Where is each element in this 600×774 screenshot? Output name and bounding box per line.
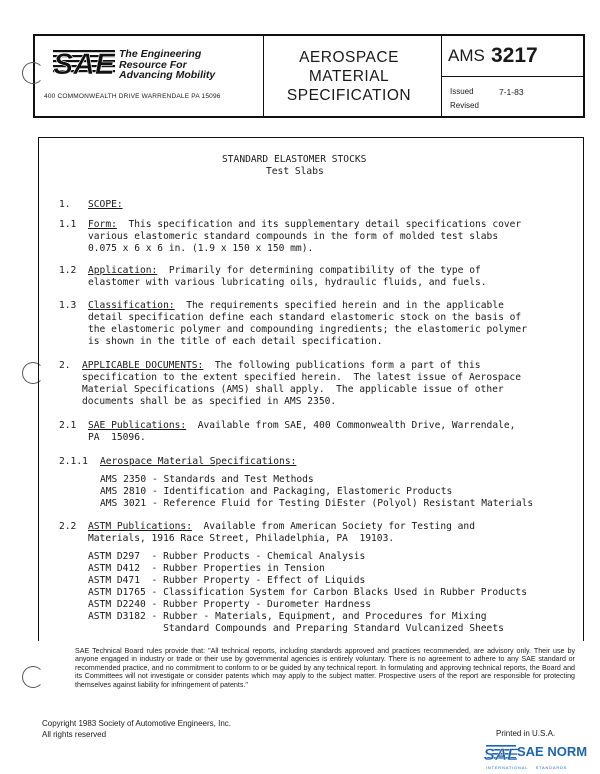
text-line: various elastomeric standard compounds in the form of molded test slabs — [88, 231, 499, 242]
section-paragraph — [88, 521, 475, 533]
text-line: The requirements specified herein and in the applicable — [174, 300, 504, 311]
list-item: AMS 2350 - Standards and Test Methods — [100, 474, 314, 485]
sae-norm-watermark — [483, 741, 593, 771]
spec-title — [263, 48, 441, 105]
section-number: 1.1 — [59, 219, 77, 230]
document-body — [38, 137, 584, 641]
issued-label: Issued — [450, 87, 474, 96]
list-item: ASTM D297 - Rubber Products - Chemical Analysis — [88, 551, 366, 562]
svg-text:SAE: SAE — [483, 745, 519, 764]
section-paragraph — [88, 420, 515, 432]
text-line: Available from American Society for Testing and — [191, 521, 475, 532]
text-line: The following publications form a part of this — [203, 360, 481, 371]
list-item: ASTM D3182 - Rubber - Materials, Equipment, and Procedures for Mixing — [88, 611, 487, 622]
document-title: STANDARD ELASTOMER STOCKS — [222, 154, 367, 165]
text-line: is shown in the title of each detail specification. — [88, 336, 383, 347]
list-item: ASTM D471 - Rubber Property - Effect of Liquids — [88, 575, 366, 586]
section-heading: ASTM Publications: — [88, 521, 192, 532]
sae-tagline — [119, 49, 215, 81]
list-item: ASTM D1765 - Classification System for Carbon Blacks Used in Rubber Products — [88, 587, 527, 598]
text-line: documents shall be as specified in AMS 2350. — [82, 396, 337, 407]
sae-address: 400 COMMONWEALTH DRIVE WARRENDALE PA 15096 — [44, 93, 221, 100]
section-number: 2.2 — [59, 521, 77, 532]
spec-type — [263, 36, 442, 116]
section-number: 2.1.1 — [59, 456, 88, 467]
revised-label: Revised — [450, 101, 479, 110]
document-header — [33, 34, 585, 118]
issued-date: 7-1-83 — [499, 87, 524, 97]
section-paragraph — [88, 219, 521, 231]
list-item: ASTM D2240 - Rubber Property - Durometer Hardness — [88, 599, 372, 610]
list-item: AMS 3021 - Reference Fluid for Testing DiEster (Polyol) Resistant Materials — [100, 498, 534, 509]
text-line: detail specification define each standard elastomeric stock on the basis of — [88, 312, 522, 323]
section-heading: Application: — [88, 265, 158, 276]
sae-disclaimer: SAE Technical Board rules provide that: "All technical reports, including standards approved and practices recommended, are advisory only. Their use by anyone engaged in industry or trade or their use by governmental agencies is entirely voluntary. There is no agreement to adhere to any SAE standard or recommended practice, and no commitment to conform to or be guided by any technical report. In formulating and approving technical reports, the Board and its Committees will not investigate or consider patents which may apply to the subject matter. Prospective users of the report are responsible for protecting themselves against liability for infringement of patents." — [75, 647, 575, 689]
text-line: PA 15096. — [88, 432, 146, 443]
punch-hole-icon — [22, 666, 44, 688]
text-line: Materials, 1916 Race Street, Philadelphia, PA 19103. — [88, 533, 395, 544]
text-line: Material Specifications (AMS) shall apply. The applicable issue of other — [82, 384, 504, 395]
tagline-line: Advancing Mobility — [119, 69, 216, 81]
section-number: 2. — [59, 360, 71, 371]
section-paragraph — [88, 265, 481, 277]
section-heading: SAE Publications: — [88, 420, 187, 431]
list-item: Standard Compounds and Preparing Standard Vulcanized Sheets — [88, 623, 504, 634]
sae-logo-icon — [53, 47, 115, 79]
section-number: 1. — [59, 199, 71, 210]
section-heading: Aerospace Material Specifications: — [100, 456, 297, 467]
text-line: the elastomeric polymer and compounding ingredients; the elastomeric polymer — [88, 324, 527, 335]
document-subtitle: Test Slabs — [266, 166, 324, 177]
text-line: Available from SAE, 400 Commonwealth Drive, Warrendale, — [186, 420, 516, 431]
text-line: 0.075 x 6 x 6 in. (1.9 x 150 x 150 mm). — [88, 243, 314, 254]
tagline-line: Resource For — [119, 58, 187, 71]
text-line: specification to the extent specified herein. The latest issue of Aerospace — [82, 372, 521, 383]
spec-title-line: AEROSPACE — [299, 49, 399, 66]
sae-norm-logo-icon — [483, 742, 519, 764]
watermark-subtext: INTERNATIONAL STANDARDS — [486, 765, 568, 770]
text-line: elastomer with various lubricating oils, hydraulic fluids, and fuels. — [88, 277, 487, 288]
list-item: ASTM D412 - Rubber Properties in Tension — [88, 563, 325, 574]
printed-in: Printed in U.S.A. — [496, 729, 556, 738]
section-heading: SCOPE: — [88, 199, 123, 210]
section-number: 2.1 — [59, 420, 77, 431]
sae-branding — [35, 36, 264, 116]
section-heading: Form: — [88, 219, 117, 230]
ams-label: AMS — [448, 46, 485, 65]
ams-number: 3217 — [491, 44, 538, 67]
copyright: Copyright 1983 Society of Automotive Engineers, Inc. — [42, 719, 231, 728]
section-heading: APPLICABLE DOCUMENTS: — [82, 360, 204, 371]
tagline-line: The Engineering — [119, 48, 202, 60]
spec-identity — [441, 36, 583, 116]
watermark-text: SAE NORM — [517, 744, 588, 759]
section-heading: Classification: — [88, 300, 175, 311]
section-paragraph — [88, 300, 504, 312]
section-paragraph — [82, 360, 481, 372]
section-number: 1.3 — [59, 300, 77, 311]
text-line: This specification and its supplementary detail specifications cover — [116, 219, 522, 230]
punch-hole-icon — [22, 62, 44, 84]
rights-reserved: All rights reserved — [42, 730, 107, 739]
text-line: Primarily for determining compatibility of the type of — [157, 265, 481, 276]
section-number: 1.2 — [59, 265, 77, 276]
svg-text:SAE: SAE — [53, 48, 115, 81]
list-item: AMS 2810 - Identification and Packaging, Elastomeric Products — [100, 486, 453, 497]
spec-title-line: SPECIFICATION — [286, 87, 412, 104]
ams-number-cell — [441, 36, 583, 77]
spec-title-line: MATERIAL — [308, 68, 390, 85]
